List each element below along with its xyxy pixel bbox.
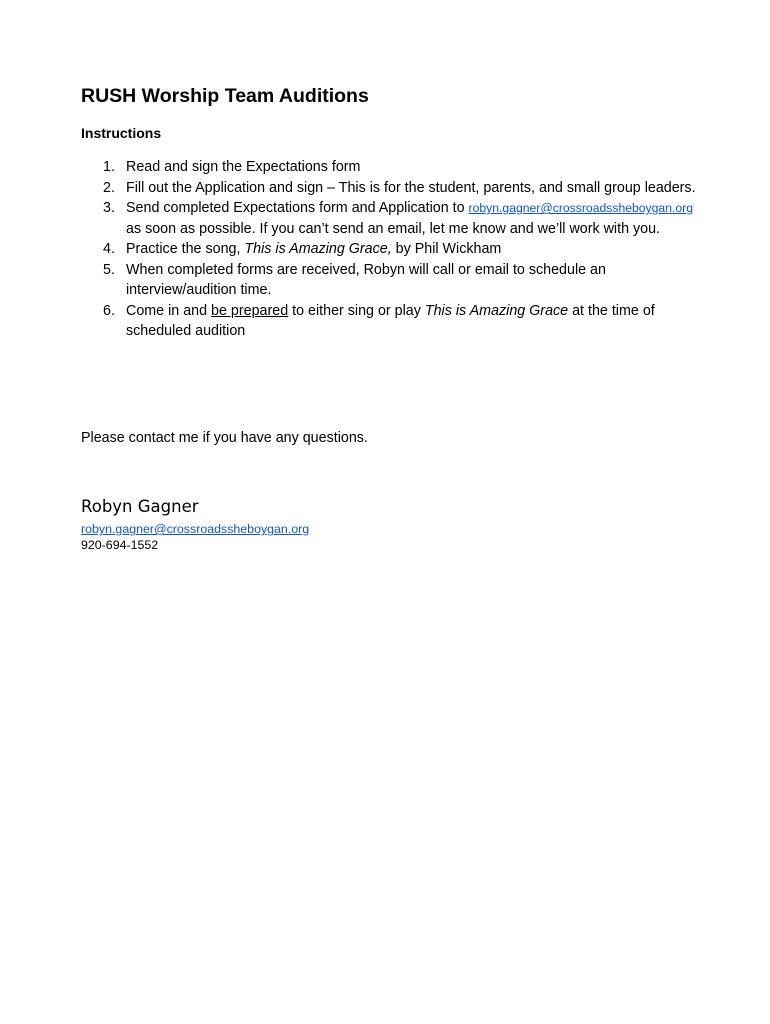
step-number: 1.: [103, 159, 115, 175]
step-number: 6.: [103, 302, 115, 319]
step-text: Fill out the Application and sign – This is for the student, parents, and small group leaders.: [126, 179, 696, 196]
step-text: Come in and: [126, 302, 212, 319]
step-text: by Phil Wickham: [391, 241, 502, 257]
list-item: [81, 260, 701, 301]
step-text: at the time of scheduled audition: [126, 302, 655, 339]
step-number: 4.: [103, 241, 115, 257]
step-text: When completed forms are received, Robyn will call or email to schedule an interview/audition time.: [126, 261, 606, 298]
step-number: 2.: [103, 179, 115, 196]
signature-phone: 920-694-1552: [81, 538, 159, 552]
list-item: [81, 157, 701, 178]
signature-name: Robyn Gagner: [81, 497, 199, 516]
list-item: [81, 198, 701, 239]
instructions-list: [81, 157, 701, 342]
song-title: This is Amazing Grace,: [244, 241, 392, 257]
list-item: [81, 178, 701, 199]
step-text: Read and sign the Expectations form: [126, 159, 361, 175]
page-title: RUSH Worship Team Auditions: [81, 85, 369, 107]
list-item: [81, 239, 701, 260]
list-item: [81, 301, 701, 342]
step-number: 5.: [103, 261, 115, 278]
instructions-heading: Instructions: [81, 125, 162, 141]
step-text: Send completed Expectations form and Application to: [126, 200, 469, 216]
step-text: as soon as possible. If you can’t send an email, let me know and we’ll work with you.: [126, 220, 661, 237]
step-text: to either sing or play: [288, 302, 425, 319]
contact-line: Please contact me if you have any questions.: [81, 430, 368, 446]
step-text: Practice the song,: [126, 241, 245, 257]
song-title: This is Amazing Grace: [424, 302, 569, 319]
email-link[interactable]: robyn.gagner@crossroadssheboygan.org: [468, 201, 693, 215]
underlined-text: be prepared: [211, 302, 289, 319]
step-number: 3.: [103, 200, 115, 216]
signature-email-link[interactable]: robyn.gagner@crossroadssheboygan.org: [81, 522, 310, 536]
